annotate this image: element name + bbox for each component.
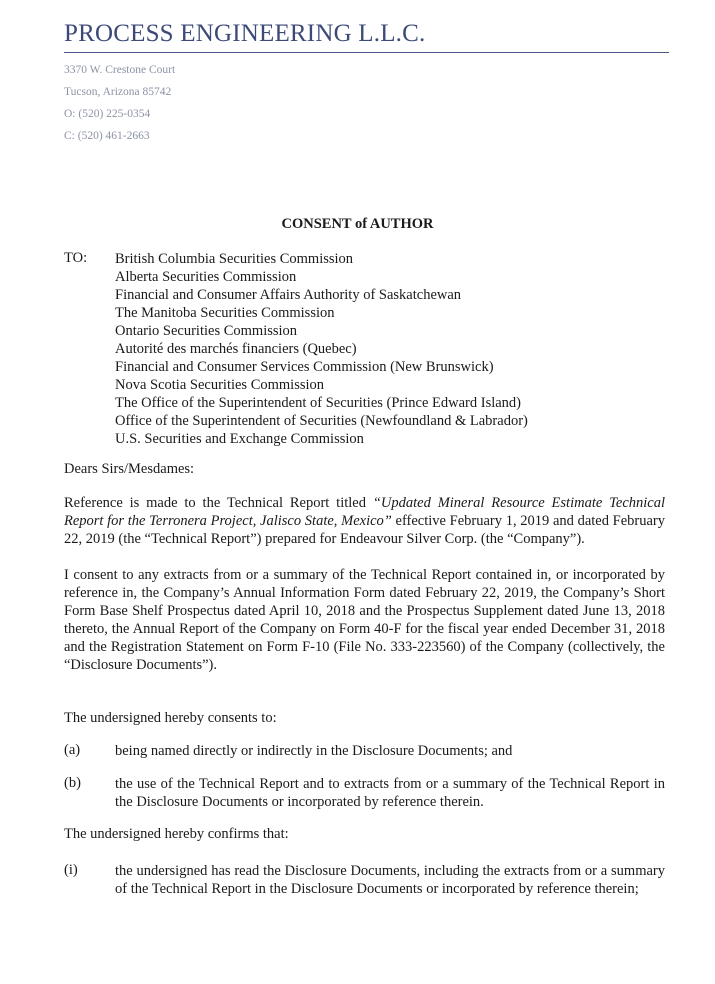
recipient: Autorité des marchés financiers (Quebec): [115, 341, 357, 357]
address-street: 3370 W. Crestone Court: [64, 64, 176, 76]
reference-before: Reference is made to the Technical Report titled: [64, 495, 373, 511]
recipient: U.S. Securities and Exchange Commission: [115, 431, 364, 447]
consents-intro: The undersigned hereby consents to:: [64, 710, 277, 726]
recipient: Ontario Securities Commission: [115, 323, 298, 339]
consent-paragraph: I consent to any extracts from or a summary of the Technical Report contained in, or incorporated by reference in, the Company’s Annual Information Form dated February 22, 2019, the Company’s Short Form Base Shelf Prospectus dated April 10, 2018 and the Prospectus Supplement dated June 13, 2018 thereto, the Annual Report of the Company on Form 40-F for the fiscal year ended December 31, 2018 and the Registration Statement on Form F-10 (File No. 333-223560) of the Company (collectively, the “Disclosure Documents”).: [64, 567, 665, 673]
confirms-intro: The undersigned hereby confirms that:: [64, 826, 289, 842]
salutation: Dears Sirs/Mesdames:: [64, 461, 195, 477]
consent-item-text: the use of the Technical Report and to extracts from or a summary of the Technical Report in the Disclosure Documents or incorporated by reference therein.: [115, 776, 665, 810]
recipient: British Columbia Securities Commission: [115, 251, 354, 267]
address-city: Tucson, Arizona 85742: [64, 86, 172, 98]
recipient: Office of the Superintendent of Securities (Newfoundland & Labrador): [115, 413, 528, 429]
recipient: Alberta Securities Commission: [115, 269, 297, 285]
report-title: “Updated Mineral Resource Estimate Technical Report for the Terronera Project, Jalisco State, Mexico”: [64, 495, 665, 529]
recipient: The Office of the Superintendent of Securities (Prince Edward Island): [115, 395, 521, 411]
cell-phone: C: (520) 461-2663: [64, 130, 150, 142]
reference-after: effective February 1, 2019 and dated February 22, 2019 (the “Technical Report”) prepared for Endeavour Silver Corp. (the “Company”).: [64, 513, 665, 547]
recipient: Nova Scotia Securities Commission: [115, 377, 325, 393]
consent-item-label: (a): [64, 742, 81, 758]
consent-item-label: (b): [64, 775, 81, 791]
confirm-item-text: the undersigned has read the Disclosure Documents, including the extracts from or a summary of the Technical Report in the Disclosure Documents or incorporated by reference therein;: [115, 863, 665, 897]
letterhead-rule: [64, 52, 669, 53]
confirm-item-label: (i): [64, 862, 78, 878]
document-title: CONSENT of AUTHOR: [281, 216, 434, 232]
company-name: PROCESS ENGINEERING L.L.C.: [64, 20, 426, 47]
to-label: TO:: [64, 250, 88, 266]
consent-item-text: being named directly or indirectly in the Disclosure Documents; and: [115, 743, 513, 759]
recipient: Financial and Consumer Affairs Authority of Saskatchewan: [115, 287, 462, 303]
recipient: The Manitoba Securities Commission: [115, 305, 335, 321]
office-phone: O: (520) 225-0354: [64, 108, 151, 120]
recipient: Financial and Consumer Services Commission (New Brunswick): [115, 359, 494, 375]
reference-paragraph: [64, 494, 665, 548]
